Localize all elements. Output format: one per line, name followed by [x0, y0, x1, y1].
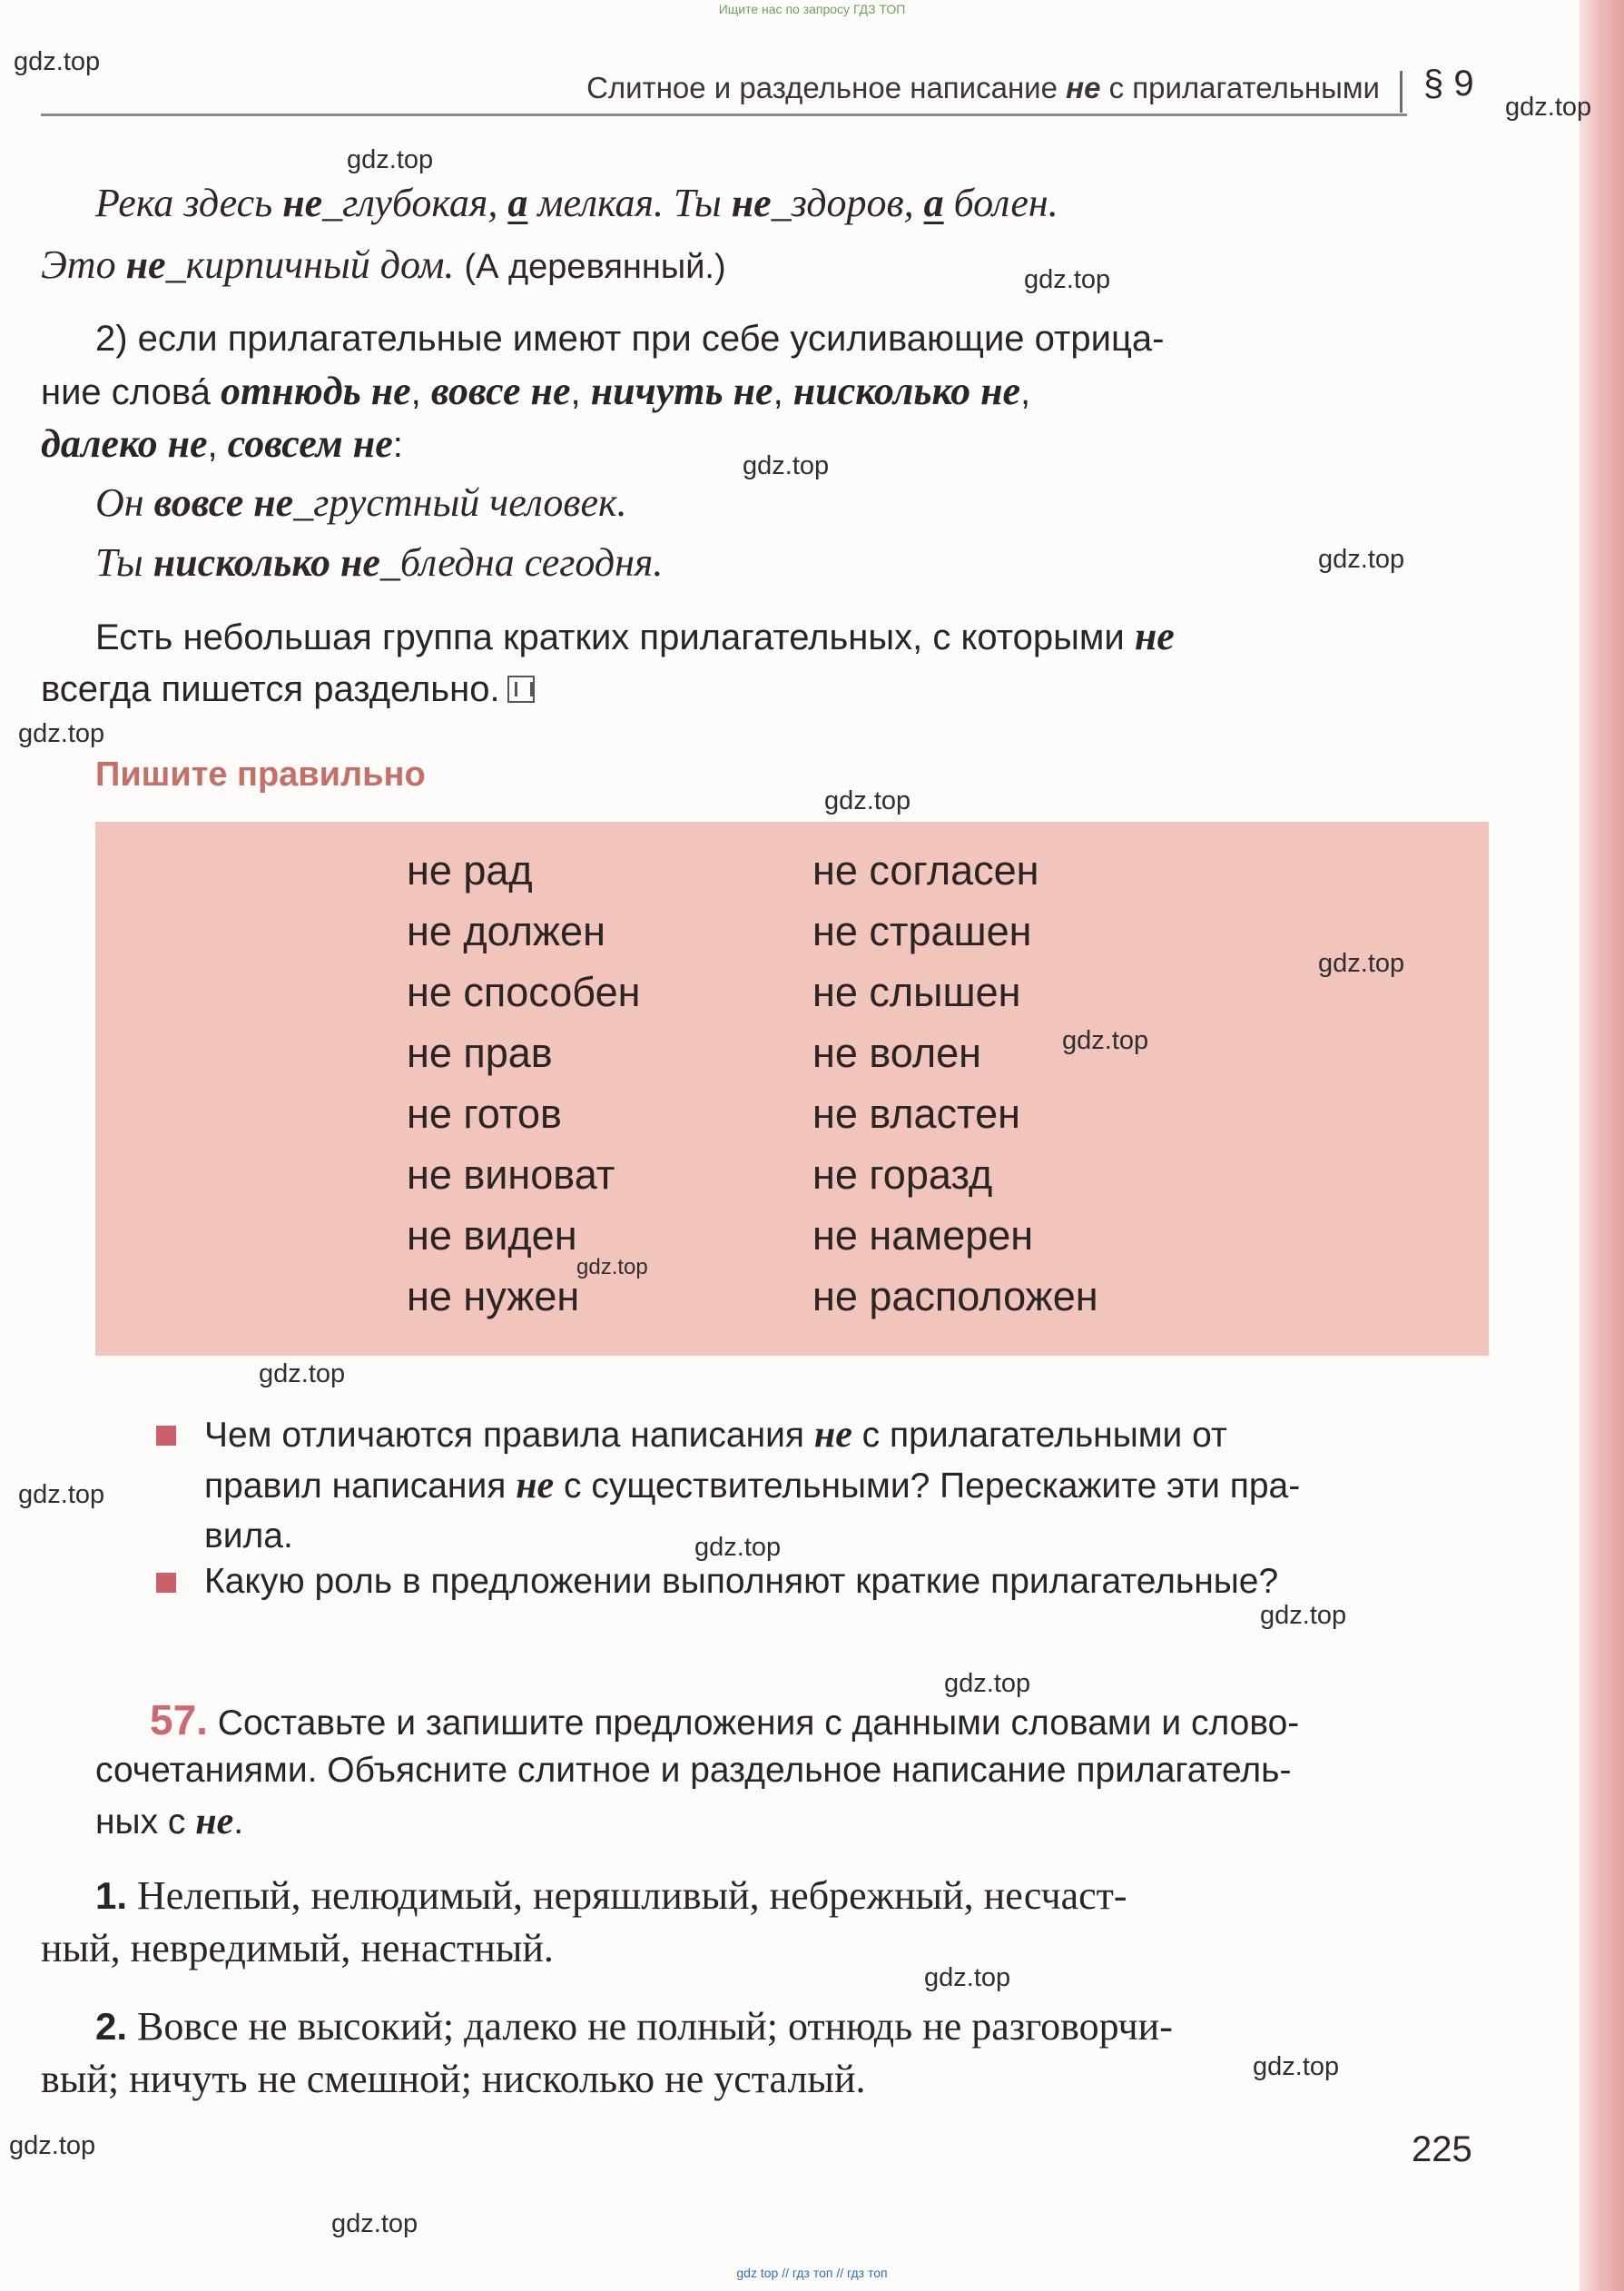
question-line: Какую роль в предложении выполняют краткие прилагательные?: [204, 1562, 1279, 1601]
write-correctly-box: [95, 822, 1489, 1356]
running-head: [182, 71, 1380, 105]
short-adjective: не согласен: [812, 847, 1039, 894]
question-bullet-icon: [156, 1573, 176, 1593]
watermark: gdz.top: [824, 786, 911, 815]
task-line: [95, 1796, 243, 1848]
example-text: Это: [41, 242, 126, 287]
task-item-line: ный, невредимый, ненастный.: [41, 1926, 554, 1970]
example-line: [41, 242, 726, 288]
example-text: _бледна сегодня.: [379, 540, 664, 585]
watermark: gdz.top: [1253, 2052, 1340, 2081]
intensifier-word: ничуть не: [590, 369, 773, 413]
watermark: gdz.top: [14, 47, 101, 76]
question-particle: не: [813, 1414, 852, 1456]
task-particle: не: [195, 1801, 234, 1842]
punct: ,: [570, 372, 591, 412]
example-text: _здоров,: [771, 181, 924, 225]
rule-line: [41, 365, 1498, 419]
question-particle: не: [516, 1465, 555, 1506]
watermark: gdz.top: [347, 145, 434, 174]
task-item-number: 1.: [95, 1874, 128, 1917]
rule-particle: не: [1134, 614, 1175, 658]
reference-square-icon: [507, 676, 535, 703]
running-head-text: Слитное и раздельное написание: [586, 71, 1067, 104]
question-line: [204, 1460, 1300, 1512]
example-intensifier: вовсе не: [153, 480, 294, 525]
watermark: gdz.top: [259, 1359, 346, 1388]
write-correctly-title: Пишите правильно: [95, 755, 426, 794]
task-line: [150, 1694, 1299, 1749]
short-adjective: не горазд: [812, 1151, 993, 1198]
example-text: Река здесь: [95, 181, 283, 225]
watermark: gdz.top: [1318, 545, 1405, 574]
example-particle: не: [731, 181, 772, 225]
rule-text: ние слова́: [41, 372, 221, 412]
question-text: с существительными? Перескажите эти пра-: [554, 1466, 1301, 1506]
question-text: Чем отличаются правила написания: [204, 1416, 814, 1455]
task-text: .: [233, 1802, 244, 1842]
example-intensifier: нисколько не: [153, 540, 380, 585]
watermark: gdz.top: [944, 1669, 1031, 1698]
example-text: Он: [95, 480, 154, 525]
rule-text: всегда пишется раздельно.: [41, 669, 500, 709]
example-text: Ты: [95, 540, 153, 585]
punct: :: [392, 425, 403, 465]
watermark: gdz.top: [18, 1480, 105, 1509]
task-text: ных с: [95, 1802, 196, 1842]
short-adjective: не расположен: [812, 1273, 1098, 1319]
watermark: gdz.top: [1024, 265, 1111, 294]
page-edge-shading: [1580, 0, 1624, 2291]
example-conjunction: а: [507, 181, 528, 225]
punct: ,: [1020, 372, 1031, 412]
intensifier-word: вовсе не: [430, 369, 571, 413]
bottom-note: gdz top // гдз топ // гдз топ: [736, 2266, 888, 2280]
watermark: gdz.top: [1062, 1026, 1149, 1055]
short-adjective: не рад: [407, 847, 533, 894]
page-number: 225: [1412, 2129, 1472, 2169]
running-head-separator: [1400, 71, 1403, 113]
watermark: gdz.top: [576, 1255, 648, 1279]
question-text: правил написания: [204, 1466, 517, 1506]
watermark: gdz.top: [1260, 1601, 1347, 1630]
short-adjective: не волен: [812, 1030, 981, 1076]
section-number: § 9: [1423, 64, 1474, 104]
example-line: [95, 539, 663, 586]
watermark: gdz.top: [694, 1533, 782, 1562]
rule-line: [41, 418, 403, 471]
example-text: _глубокая,: [322, 181, 508, 225]
top-note: Ищите нас по запросу ГДЗ ТОП: [718, 2, 906, 16]
intensifier-word: далеко не: [41, 421, 208, 466]
short-adjective: не нужен: [407, 1273, 580, 1319]
watermark: gdz.top: [9, 2131, 96, 2160]
running-head-text-end: с прилагательными: [1100, 71, 1380, 104]
example-conjunction: а: [923, 181, 944, 225]
task-item: [95, 1870, 1127, 1922]
question-bullet-icon: [156, 1426, 176, 1446]
task-item-number: 2.: [95, 2005, 128, 2048]
rule-line: [95, 610, 1175, 664]
short-adjective: не виноват: [407, 1151, 615, 1198]
rule-text: Есть небольшая группа кратких прилагательных, с которыми: [95, 617, 1135, 657]
rule-line: 2) если прилагательные имеют при себе усиливающие отрица-: [95, 319, 1165, 359]
intensifier-word: нисколько не: [792, 369, 1021, 413]
example-text: _кирпичный дом.: [165, 242, 465, 287]
task-item-line: вый; ничуть не смешной; нисколько не усталый.: [41, 2057, 866, 2101]
example-text: мелкая. Ты: [527, 181, 732, 225]
task-text: Составьте и запишите предложения с данными словами и слово-: [207, 1703, 1300, 1743]
punct: ,: [773, 372, 793, 412]
rule-paragraph: [95, 312, 1498, 365]
watermark: gdz.top: [18, 719, 105, 748]
running-head-rule: [41, 114, 1407, 116]
short-adjective: не слышен: [812, 969, 1021, 1015]
running-head-particle: не: [1066, 71, 1101, 104]
short-adjective: не готов: [407, 1091, 562, 1137]
task-item-text: Нелепый, нелюдимый, неряшливый, небрежный, несчаст-: [127, 1873, 1127, 1918]
punct: ,: [207, 425, 228, 465]
short-adjective: не страшен: [812, 908, 1032, 954]
punct: ,: [410, 372, 431, 412]
task-number: 57.: [150, 1696, 208, 1743]
task-line: сочетаниями. Объясните слитное и раздельное написание прилагатель-: [95, 1751, 1292, 1790]
task-item: [95, 2000, 1173, 2053]
intensifier-word: отнюдь не: [221, 369, 411, 413]
intensifier-word: совсем не: [227, 421, 393, 466]
short-adjective: не прав: [407, 1030, 553, 1076]
example-note: (А деревянный.): [464, 248, 726, 286]
short-adjective: не властен: [812, 1091, 1021, 1137]
example-text: _грустный человек.: [293, 480, 627, 525]
question-line: [204, 1409, 1227, 1461]
example-line: [95, 180, 1058, 226]
short-adjective: не должен: [407, 908, 605, 954]
watermark: gdz.top: [1505, 93, 1592, 122]
rule-line: [41, 663, 535, 716]
watermark: gdz.top: [1318, 949, 1405, 978]
watermark: gdz.top: [331, 2209, 418, 2238]
short-adjective: не способен: [407, 969, 641, 1015]
short-adjective: не намерен: [812, 1212, 1034, 1259]
example-particle: не: [282, 181, 323, 225]
example-particle: не: [125, 242, 166, 287]
watermark: gdz.top: [743, 451, 830, 480]
question-line: вила.: [204, 1516, 293, 1555]
example-line: [95, 479, 627, 526]
watermark: gdz.top: [924, 1963, 1011, 1992]
short-adjective: не виден: [407, 1212, 577, 1259]
example-text: болен.: [943, 181, 1058, 225]
task-item-text: Вовсе не высокий; далеко не полный; отнюдь не разговорчи-: [127, 2004, 1173, 2049]
question-text: с прилагательными от: [851, 1416, 1227, 1455]
